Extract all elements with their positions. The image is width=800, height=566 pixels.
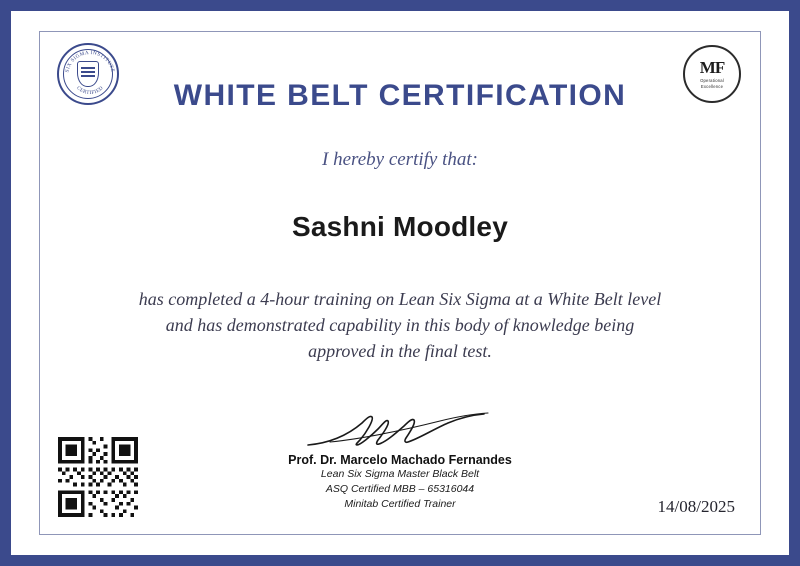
- recipient-name: Sashni Moodley: [292, 211, 508, 242]
- seal-shield-icon: [77, 61, 99, 87]
- signer-credential-2: ASQ Certified MBB – 65316044: [325, 483, 475, 495]
- signer-name: Prof. Dr. Marcelo Machado Fernandes: [288, 453, 512, 467]
- signer-credential-3: Minitab Certified Trainer: [344, 498, 456, 510]
- certify-statement: I hereby certify that:: [322, 149, 478, 170]
- handwritten-signature-icon: [300, 409, 500, 451]
- mf-logo-subtitle-1: Operational: [700, 77, 724, 83]
- issue-date: 14/08/2025: [657, 497, 735, 516]
- mf-monogram-text: MF: [699, 57, 725, 77]
- qr-code-icon[interactable]: [58, 437, 138, 517]
- certificate-description: has completed a 4-hour training on Lean Six Sigma at a White Belt level and has demonstrated capability in this body of knowledge being approved in the final test.: [138, 289, 662, 361]
- svg-text:CERTIFIED: CERTIFIED: [75, 85, 105, 97]
- svg-text:SIX SIGMA INSTITUTE: SIX SIGMA INSTITUTE: [64, 49, 116, 74]
- mf-logo-subtitle-2: Excellence: [700, 83, 724, 89]
- signer-credential-1: Lean Six Sigma Master Black Belt: [320, 468, 480, 480]
- certificate-title: WHITE BELT CERTIFICATION: [173, 79, 627, 112]
